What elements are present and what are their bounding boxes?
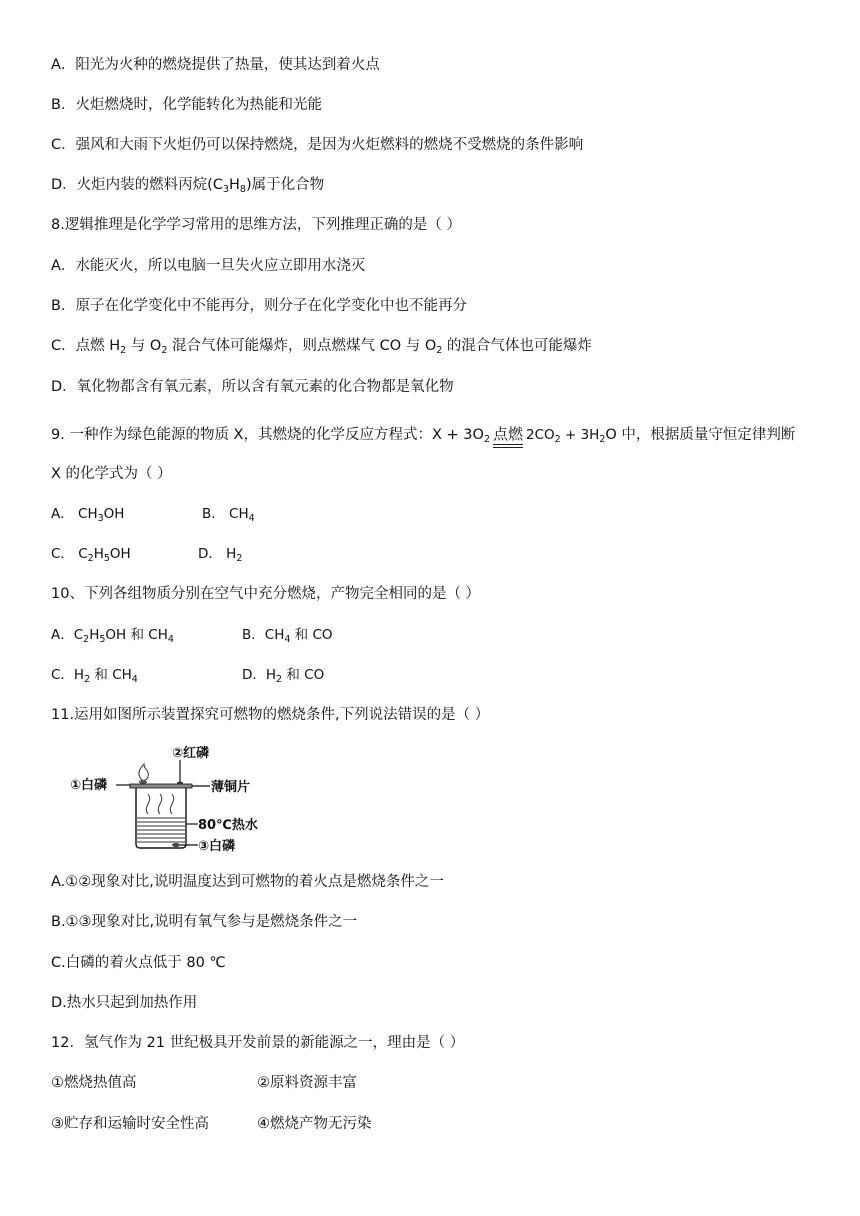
combustion-apparatus-figure: [70, 744, 300, 856]
figure-label-hot-water: 80℃热水: [198, 818, 258, 833]
figure-label-white-phosphorus-1: ①白磷: [70, 778, 108, 793]
q12-item-4: ④燃烧产物无污染: [257, 1116, 372, 1132]
q8-option-a: A．水能灭火，所以电脑一旦失火应立即用水浇灭: [51, 258, 366, 274]
q9-option-c: C． $C_2H_5OH$: [51, 546, 131, 564]
q10-option-b: B．$CH_4$ 和 CO: [242, 627, 333, 645]
q11-option-b: B.①③现象对比,说明有氧气参与是燃烧条件之一: [51, 914, 358, 930]
q8-option-c: C．点燃 $H_2$ 与 $O_2$ 混合气体可能爆炸，则点燃煤气 CO 与 $O_2$ 的混合气体也可能爆炸: [51, 338, 592, 356]
q11-option-d: D.热水只起到加热作用: [51, 995, 198, 1011]
q12-item-3: ③贮存和运输时安全性高: [51, 1116, 209, 1132]
figure-label-white-phosphorus-3: ③白磷: [198, 839, 236, 854]
q7-option-d: D．火炬内装的燃料丙烷$(C_3H_8)$属于化合物: [51, 177, 325, 195]
figure-label-copper-sheet: 薄铜片: [211, 780, 251, 795]
q10-option-d: D．$H_2$ 和 CO: [242, 667, 325, 685]
q9-stem-line2: X 的化学式为（ ）: [51, 466, 172, 482]
q9-option-b: B． $CH_4$: [202, 506, 255, 524]
q11-option-a: A.①②现象对比,说明温度达到可燃物的着火点是燃烧条件之一: [51, 874, 444, 890]
q10-option-c: C．$H_2$ 和 $CH_4$: [51, 667, 138, 685]
q10-stem: 10、下列各组物质分别在空气中充分燃烧，产物完全相同的是（ ）: [51, 586, 481, 602]
q8-stem: 8.逻辑推理是化学学习常用的思维方法，下列推理正确的是（ ）: [51, 217, 461, 233]
q11-stem: 11.运用如图所示装置探究可燃物的燃烧条件,下列说法错误的是（ ）: [51, 707, 490, 723]
q10-option-a: A．$C_2H_5OH$ 和 $CH_4$: [51, 627, 174, 645]
q12-item-2: ②原料资源丰富: [257, 1075, 357, 1091]
q12-item-1: ①燃烧热值高: [51, 1075, 137, 1091]
figure-label-red-phosphorus: ②红磷: [172, 746, 210, 761]
q12-stem: 12．氢气作为 21 世纪极具开发前景的新能源之一，理由是（ ）: [51, 1035, 465, 1051]
q7-option-b: B．火炬燃烧时，化学能转化为热能和光能: [51, 97, 322, 113]
q9-option-a: A． $CH_3OH$: [51, 506, 125, 524]
reaction-condition: 点燃: [492, 425, 523, 443]
q9-option-d: D． $H_2$: [198, 546, 243, 564]
q9-stem: 9. 一种作为绿色能源的物质 X，其燃烧的化学反应方程式：$X + 3O_2$ 点燃 $2CO_2 + 3H_2O$ 中，根据质量守恒定律判断: [51, 425, 796, 445]
q8-option-b: B．原子在化学变化中不能再分，则分子在化学变化中也不能再分: [51, 298, 467, 314]
q7-option-c: C．强风和大雨下火炬仍可以保持燃烧，是因为火炬燃料的燃烧不受燃烧的条件影响: [51, 137, 584, 153]
q8-option-d: D．氧化物都含有氧元素，所以含有氧元素的化合物都是氧化物: [51, 379, 454, 395]
q7-option-a: A．阳光为火种的燃烧提供了热量，使其达到着火点: [51, 57, 380, 73]
q11-option-c: C.白磷的着火点低于 80 ℃: [51, 955, 226, 971]
